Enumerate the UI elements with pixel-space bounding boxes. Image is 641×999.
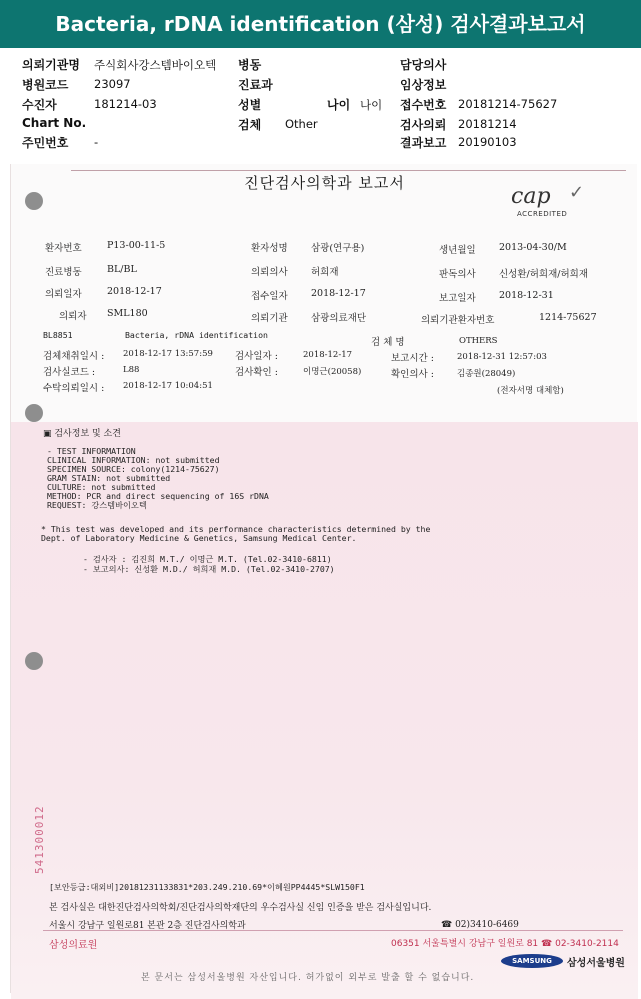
detail-value: 이명근(20058) [303, 367, 362, 377]
samsung-logo [501, 954, 563, 968]
value-reported: 20190103 [458, 135, 517, 149]
hospital-short-name: 삼성의료원 [49, 940, 98, 951]
row-value: 2013-04-30/M [499, 242, 567, 253]
detail-value: 2018-12-17 [303, 350, 353, 360]
lab-phone: ☎ 02)3410-6469 [441, 920, 519, 930]
row-value: SML180 [107, 308, 148, 319]
test-info-line: SPECIMEN SOURCE: colony(1214-75627) [47, 464, 220, 474]
lab-address: 서울시 강남구 일원로81 본관 2층 진단검사의학과 [49, 921, 246, 931]
row-label: 보고일자 [439, 293, 476, 304]
detail-value: L88 [123, 365, 140, 375]
test-info-line: METHOD: PCR and direct sequencing of 16S rDNA [47, 491, 269, 501]
row-label: 의뢰자 [59, 311, 87, 322]
label-reported: 결과보고 [400, 136, 447, 150]
lab-report-title: 진단검사의학과 보고서 [244, 174, 405, 192]
row-label: 의뢰기관 [251, 313, 288, 324]
row-label: 판독의사 [439, 269, 476, 280]
specimen-name-label: 검 체 명 [371, 337, 405, 348]
row-label: 의뢰의사 [251, 267, 288, 278]
label-sex: 성별 [238, 98, 262, 112]
cap-logo-text: cap [511, 184, 551, 209]
row-value: P13-00-11-5 [107, 240, 166, 251]
detail-label: 검사확인 : [235, 367, 278, 378]
detail-label: 수탁의뢰일시 : [43, 383, 105, 394]
label-ward: 병동 [238, 58, 262, 72]
value-receiver: 181214-03 [94, 97, 157, 111]
cert-line: 본 검사실은 대한진단검사의학회/진단검사의학재단의 우수검사실 신임 인증을 받은 검사실입니다. [49, 903, 432, 913]
specimen-name-value: OTHERS [459, 336, 498, 346]
note-line: Dept. of Laboratory Medicine & Genetics, Samsung Medical Center. [41, 533, 357, 543]
label-accession: 접수번호 [400, 98, 447, 112]
row-label: 의뢰일자 [45, 289, 82, 300]
test-name: Bacteria, rDNA identification [125, 330, 268, 340]
detail-value: 2018-12-31 12:57:03 [457, 352, 547, 362]
value-requested: 20181214 [458, 117, 517, 131]
row-value: 2018-12-17 [107, 286, 162, 297]
punch-hole-icon [25, 404, 43, 422]
section-title: ▣ 검사정보 및 소견 [43, 429, 121, 439]
label-chart: Chart No. [22, 116, 87, 130]
hospital-name: 삼성서울병원 [567, 958, 625, 969]
vertical-serial-number: 541300012 [33, 805, 46, 874]
row-label: 환자성명 [251, 243, 288, 254]
label-receiver: 수진자 [22, 98, 57, 112]
detail-value: 2018-12-17 13:57:59 [123, 349, 213, 359]
test-info-line: GRAM STAIN: not submitted [47, 473, 171, 483]
row-value: 삼광의료재단 [311, 313, 367, 324]
detail-label: 확인의사 : [391, 369, 434, 380]
note-line: * This test was developed and its performance characteristics determined by the [41, 524, 431, 534]
test-info-line: REQUEST: 강스템바이오텍 [47, 500, 147, 510]
punch-hole-icon [25, 192, 43, 210]
detail-label: 보고시간 : [391, 353, 434, 364]
label-specimen: 검체 [238, 118, 262, 132]
row-value: 2018-12-17 [311, 288, 366, 299]
row-value: 삼광(연구용) [311, 243, 365, 254]
label-dept: 진료과 [238, 78, 273, 92]
samsung-logo-text: SAMSUNG [512, 957, 552, 965]
value-ssn: - [94, 135, 99, 149]
scanned-report [10, 164, 637, 993]
row-label: 환자번호 [45, 243, 82, 254]
label-doctor: 담당의사 [400, 58, 447, 72]
label-ssn: 주민번호 [22, 136, 69, 150]
hospital-address: 06351 서울특별시 강남구 일원로 81 ☎ 02-3410-2114 [391, 939, 619, 949]
patient-info-panel [0, 54, 641, 158]
value-age: 나이 [360, 98, 383, 112]
label-requested: 검사의뢰 [400, 118, 447, 132]
detail-value: 김종원(28049) [457, 369, 516, 379]
detail-label: 검사실코드 : [43, 367, 96, 378]
footer-rule [43, 930, 623, 931]
test-info-line: CLINICAL INFORMATION: not submitted [47, 455, 220, 465]
report-title: Bacteria, rDNA identification (삼성) 검사결과보고서 [55, 12, 586, 36]
row-label: 진료병동 [45, 267, 82, 278]
footer-notice: 본 문서는 삼성서울병원 자산입니다. 허가없이 외부로 발출 할 수 없습니다. [141, 973, 475, 983]
detail-label: 검체채취일시 : [43, 351, 105, 362]
staff-line: - 검사자 : 김진희 M.T./ 이명근 M.T. (Tel.02-3410-6811) [83, 554, 332, 564]
value-accession: 20181214-75627 [458, 97, 558, 111]
label-clinical: 임상정보 [400, 78, 447, 92]
security-line: [보안등급:대외비]20181231133831*203.249.210.69*이혜원PP4445*SLW150F1 [49, 882, 365, 892]
detail-label: 검사일자 : [235, 351, 278, 362]
punch-hole-icon [25, 652, 43, 670]
row-value: 1214-75627 [539, 312, 597, 323]
cap-accredited-text: ACCREDITED [517, 210, 568, 218]
label-age: 나이 [327, 98, 351, 112]
test-info-line: CULTURE: not submitted [47, 482, 156, 492]
row-value: 신성환/허희재/허희재 [499, 269, 588, 280]
test-code: BL8851 [43, 330, 73, 340]
value-hospcode: 23097 [94, 77, 131, 91]
label-org: 의뢰기관명 [22, 58, 80, 72]
row-value: 허희재 [311, 267, 339, 278]
row-label: 접수일자 [251, 291, 288, 302]
check-icon: ✓ [569, 182, 585, 203]
row-label: 의뢰기관환자번호 [421, 315, 495, 326]
staff-line: - 보고의사: 신성환 M.D./ 허희재 M.D. (Tel.02-3410-2707) [83, 564, 335, 574]
cap-accredited-logo [511, 184, 591, 224]
detail-value: 2018-12-17 10:04:51 [123, 381, 213, 391]
row-value: BL/BL [107, 264, 137, 275]
report-title-bar [0, 0, 641, 48]
value-specimen: Other [285, 117, 318, 131]
value-org: 주식회사강스템바이오텍 [94, 58, 217, 72]
top-rule [71, 170, 626, 171]
label-hospcode: 병원코드 [22, 78, 69, 92]
test-info-line: - TEST INFORMATION [47, 446, 136, 456]
row-value: 2018-12-31 [499, 290, 554, 301]
e-signature-note: (전자서명 대체함) [497, 386, 564, 396]
row-label: 생년월일 [439, 245, 476, 256]
